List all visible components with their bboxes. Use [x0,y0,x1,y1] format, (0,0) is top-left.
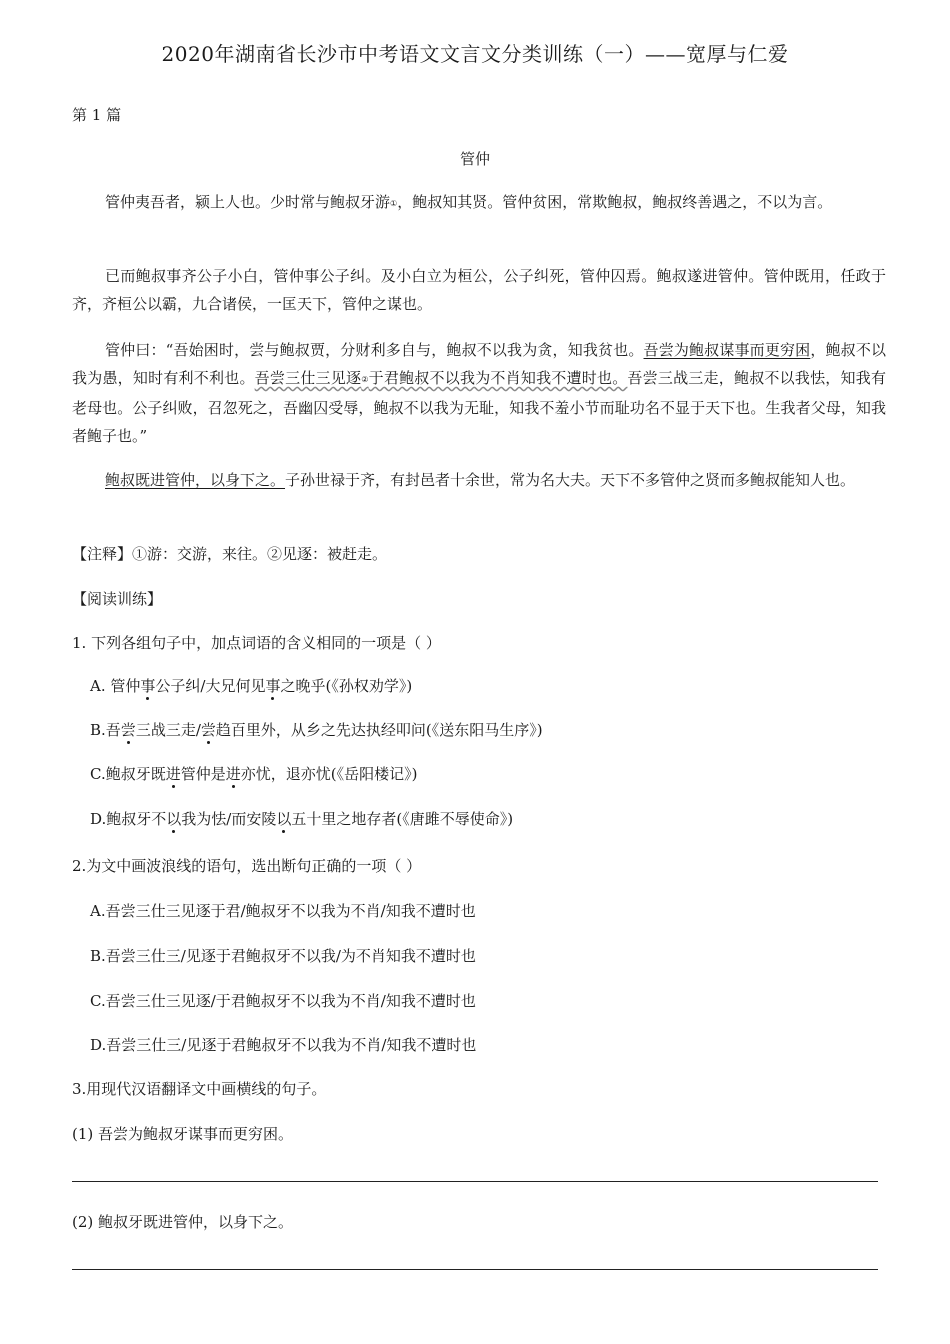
underlined-sentence-1: 吾尝为鲍叔谋事而更穷困 [643,341,811,359]
wavy-underlined-sentence: 吾尝三仕三见逐②于君鲍叔不以我为不肖知我不遭时也。 [254,369,628,387]
reading-training-heading: 【阅读训练】 [72,590,163,608]
dotted-word: 尝 [200,721,216,739]
question-1-stem: 1. 下列各组句子中，加点词语的含义相同的一项是（ ） [72,634,441,652]
question-2-option-b: B.吾尝三仕三/见逐于君鲍叔牙不以我/为不肖知我不遭时也 [90,947,476,965]
passage-title: 管仲 [459,150,490,168]
question-3-item-2: (2) 鲍叔牙既进管仲，以身下之。 [72,1213,294,1231]
footnote-marker-2: ② [361,375,369,384]
answer-line-2[interactable] [72,1269,878,1270]
footnote-marker-1: ① [390,199,398,208]
question-2-stem: 2.为文中画波浪线的语句，选出断句正确的一项（ ） [72,857,422,875]
underlined-sentence-2: 鲍叔既进管仲，以身下之。 [105,471,286,489]
question-1-option-c: C.鲍叔牙既进管仲是进亦忧，退亦忧(《岳阳楼记》) [90,765,418,783]
annotation-note: 【注释】①游：交游，来往。②见逐：被赶走。 [72,545,388,563]
question-3-item-1: (1) 吾尝为鲍叔牙谋事而更穷困。 [72,1125,294,1143]
dotted-word: 以 [276,810,292,828]
document-title: 2020年湖南省长沙市中考语文文言文分类训练（一）——宽厚与仁爱 [161,42,789,66]
section-label: 第 1 篇 [72,106,122,124]
question-2-option-a: A.吾尝三仕三见逐于君/鲍叔牙不以我为不肖/知我不遭时也 [90,902,476,920]
dotted-word: 进 [225,765,241,783]
passage-paragraph-3: 管仲曰：“吾始困时，尝与鲍叔贾，分财利多自与，鲍叔不以我为贪，知我贫也。吾尝为鲍叔谋事而更穷困，鲍叔不以我为愚，知时有利不利也。吾尝三仕三见逐②于君鲍叔不以我为不肖知我不遭时也。吾尝三战三走，鲍叔不以我怯，知我有老母也。公子纠败，召忽死之，吾幽囚受辱，鲍叔不以我为无耻，知我不羞小节而耻功名不显于天下也。生我者父母，知我者鲍子也。” [72,341,886,445]
passage-paragraph-2: 已而鲍叔事齐公子小白，管仲事公子纠。及小白立为桓公，公子纠死，管仲囚焉。鲍叔遂进管仲。管仲既用，任政于齐，齐桓公以霸，九合诸侯，一匡天下，管仲之谋也。 [72,267,886,313]
question-1-option-b: B.吾尝三战三走/尝趋百里外，从乡之先达执经叩问(《送东阳马生序》) [90,721,543,739]
passage-paragraph-4: 鲍叔既进管仲，以身下之。子孙世禄于齐，有封邑者十余世，常为名大夫。天下不多管仲之贤而多鲍叔能知人也。 [105,471,856,489]
answer-line-1[interactable] [72,1181,878,1182]
dotted-word: 事 [265,677,281,695]
question-3-stem: 3.用现代汉语翻译文中画横线的句子。 [72,1080,327,1098]
dotted-word: 以 [166,810,182,828]
question-1-option-d: D.鲍叔牙不以我为怯/而安陵以五十里之地存者(《唐雎不辱使命》) [90,810,514,828]
dotted-word: 进 [165,765,181,783]
dotted-word: 尝 [120,721,136,739]
question-1-option-a: A. 管仲事公子纠/大兄何见事之晚乎(《孙权劝学》) [90,677,413,695]
dotted-word: 事 [140,677,156,695]
question-2-option-c: C.吾尝三仕三见逐/于君鲍叔牙不以我为不肖/知我不遭时也 [90,992,476,1010]
question-2-option-d: D.吾尝三仕三/见逐于君鲍叔牙不以我为不肖/知我不遭时也 [90,1036,477,1054]
passage-paragraph-1: 管仲夷吾者，颍上人也。少时常与鲍叔牙游①，鲍叔知其贤。管仲贫困，常欺鲍叔，鲍叔终善遇之，不以为言。 [105,193,833,211]
